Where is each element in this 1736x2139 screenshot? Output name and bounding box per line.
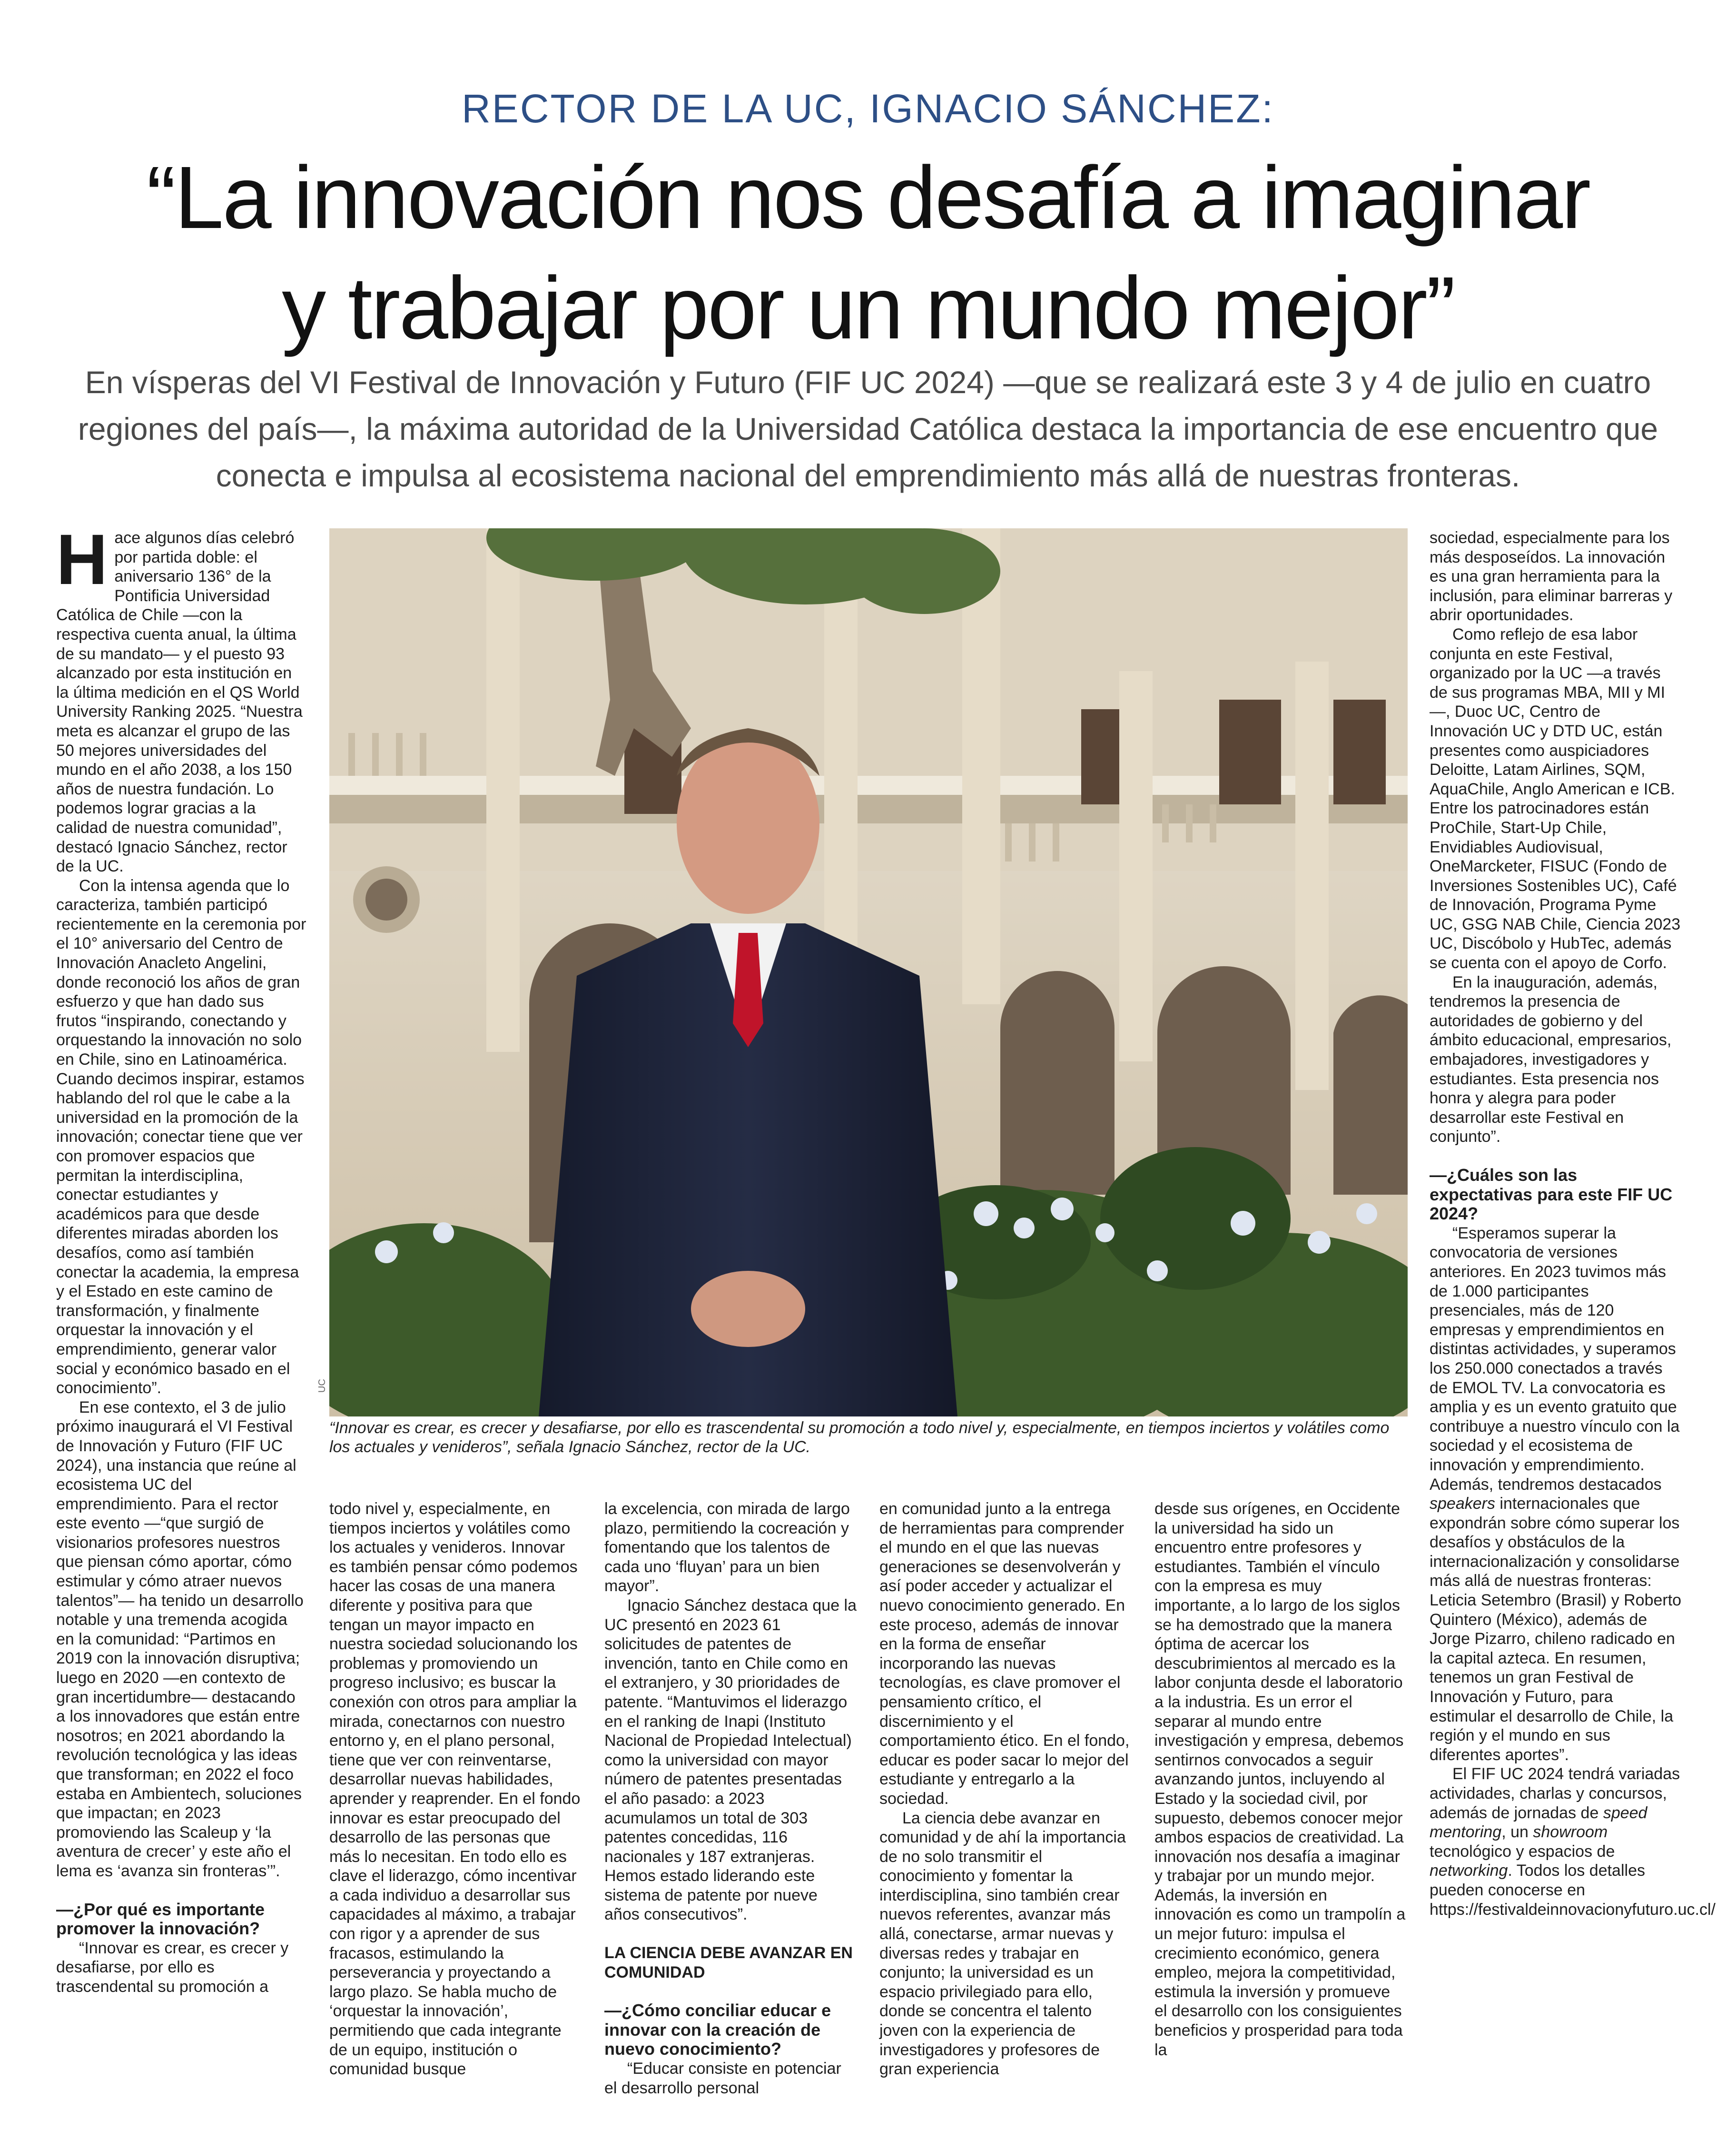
paragraph: La ciencia debe avanzar en comunidad y de ahí la importancia de no solo transmitir el conocimiento y fomentar la interdisciplina, sino también crear nuevos referentes, avanzar más allá, conectarse, armar nuevas y diversas redes y trabajar en conjunto; la universidad es un espacio privilegiado para ello, donde se concentra el talento joven con la experiencia de investigadores y profesores de gran experiencia (879, 1809, 1126, 2079)
column-1 (56, 519, 308, 1997)
paragraph: “Esperamos superar la convocatoria de versiones anteriores. En 2023 tuvimos más de 1.000 participantes presenciales, más de 120 empresas y emprendimientos en distintas actividades, y superamos los 250.000 conectados a través de EMOL TV. La convocatoria es amplia y es un evento gratuito que contribuye a nuestro vínculo con la sociedad y el ecosistema de innovación y emprendimiento. Además, tendremos destacados speakers internacionales que expondrán sobre cómo superar los desafíos y obstáculos de la internacionalización y consolidarse más allá de nuestras fronteras: Leticia Setembro (Brasil) y Roberto Quintero (México), además de Jorge Pizarro, chileno radicado en la capital azteca. En resumen, tenemos un gran Festival de Innovación y Futuro, para estimular el desarrollo de Chile, la región y el mundo en sus diferentes aportes”. (1430, 1224, 1682, 1764)
lead-line-1: En vísperas del VI Festival de Innovación y Futuro (FIF UC 2024) —que se realizará este 3 y 4 de julio en cuatro (85, 365, 1651, 400)
headline-line-1: “La innovación nos desafía a imaginar (146, 149, 1590, 247)
paragraph: Hace algunos días celebró por partida doble: el aniversario 136° de la Pontificia Universidad Católica de Chile —con la respectiva cuenta anual, la última de su mandato— y el puesto 93 alcanzado por esta institución en la última medición en el QS World University Ranking 2025. “Nuestra meta es alcanzar el grupo de las 50 mejores universidades del mundo en el año 2038, a los 150 años de nuestra fundación. Lo podemos lograr gracias a la calidad de nuestra comunidad”, destacó Ignacio Sánchez, rector de la UC. (56, 519, 303, 876)
photo-caption: “Innovar es crear, es crecer y desafiarse, por ello es trascendental su promoción a todo nivel y, especialmente, en tiempos inciertos y volátiles como los actuales y venideros”, señala Ignacio Sánchez, rector de la UC. (329, 1419, 1390, 1456)
paragraph: “Innovar es crear, es crecer y desafiarse, por ello es trascendental su promoción a (56, 1939, 289, 1996)
drop-cap: H (56, 519, 108, 599)
column-4 (879, 1499, 1132, 2079)
column-2 (329, 1499, 582, 2079)
interview-question: —¿Cuáles son las expectativas para este FIF UC 2024? (1430, 1165, 1673, 1224)
courtyard-photo-illustration (329, 528, 1408, 1416)
paragraph: en comunidad junto a la entrega de herramientas para comprender el mundo en el que las nuevas generaciones se desenvolverán y así poder acceder y actualizar el nuevo conocimiento generado. En este proceso, además de innovar en la forma de enseñar incorporando las nuevas tecnologías, es clave promover el pensamiento crítico, el discernimiento y el comportamiento ético. En el fondo, educar es poder sacar lo mejor del estudiante y entregarlo a la sociedad. (879, 1500, 1130, 1808)
paragraph: En ese contexto, el 3 de julio próximo inaugurará el VI Festival de Innovación y Futuro (FIF UC 2024), una instancia que reúne al ecosistema UC del emprendimiento. Para el rector este evento —“que surgió de visionarios profesores nuestros que piensan cómo aportar, cómo estimular y cómo atraer nuevos talentos”— ha tenido un desarrollo notable y una tremenda acogida en la comunidad: “Partimos en 2019 con la innovación disruptiva; luego en 2020 —en contexto de gran incertidumbre— destacando a los innovadores que están entre nosotros; en 2021 abordando la revolución tecnológica y las ideas que transforman; en 2022 el foco estaba en Ambientech, soluciones que impactan; en 2023 promoviendo las Scaleup y ‘la aventura de crecer’ y este año el lema es ‘avanza sin fronteras’”. (56, 1398, 304, 1880)
paragraph: sociedad, especialmente para los más desposeídos. La innovación es una gran herramienta para la inclusión, para eliminar barreras y abrir oportunidades. (1430, 529, 1673, 624)
column-3 (604, 1499, 857, 2098)
lead-line-3: conecta e impulsa al ecosistema nacional del emprendimiento más allá de nuestras fronteras. (216, 458, 1520, 493)
paragraph: Con la intensa agenda que lo caracteriza, también participó recientemente en la ceremonia por el 10° aniversario del Centro de Innovación Anacleto Angelini, donde reconoció los años de gran esfuerzo y que han dado sus frutos “inspirando, conectando y orquestando la innovación no solo en Chile, sino en Latinoamérica. Cuando decimos inspirar, estamos hablando del rol que le cabe a la universidad en la promoción de la innovación; conectar tiene que ver con promover espacios que permitan la interdisciplina, conectar estudiantes y académicos para que desde diferentes miradas aborden los desafíos, como así también conectar la academia, la empresa y el Estado en este camino de transformación, y finalmente orquestar la innovación y el emprendimiento, generar valor social y económico basado en el conocimiento”. (56, 876, 306, 1397)
rector-portrait-photo (329, 528, 1408, 1416)
paragraph: Ignacio Sánchez destaca que la UC presentó en 2023 61 solicitudes de patentes de invención, tanto en Chile como en el extranjero, y 30 prioridades de patente. “Mantuvimos el liderazgo en el ranking de Inapi (Instituto Nacional de Propiedad Intelectual) como la universidad con mayor número de patentes presentadas el año pasado: a 2023 acumulamos un total de 303 patentes concedidas, 116 nacionales y 187 extranjeras. Hemos estado liderando este sistema de patente por nueve años consecutivos”. (604, 1596, 857, 1924)
interview-question: —¿Cómo conciliar educar e innovar con la creación de nuevo conocimiento? (604, 2000, 831, 2059)
column-5 (1154, 1499, 1407, 2060)
kicker: RECTOR DE LA UC, IGNACIO SÁNCHEZ: (462, 86, 1274, 131)
section-subheading: LA CIENCIA DEBE AVANZAR EN COMUNIDAD (604, 1944, 853, 1981)
paragraph: la excelencia, con mirada de largo plazo, permitiendo la cocreación y fomentando que los talentos de cada uno ‘fluyan’ para un bien mayor”. (604, 1500, 850, 1595)
photo-credit: UC (317, 1379, 327, 1393)
paragraph: Como reflejo de esa labor conjunta en este Festival, organizado por la UC —a través de sus programas MBA, MII y MI—, Duoc UC, Centro de Innovación UC y DTD UC, están presentes como auspiciadores Deloitte, Latam Airlines, SQM, AquaChile, Anglo American e ICB. Entre los patrocinadores están ProChile, Start-Up Chile, Envidiables Audiovisual, OneMarcketer, FISUC (Fondo de Inversiones Sostenibles UC), Café de Innovación, Programa Pyme UC, GSG NAB Chile, Ciencia 2023 UC, Discóbolo y HubTec, además se cuenta con el apoyo de Corfo. (1430, 625, 1681, 972)
lead-paragraph (62, 359, 1674, 499)
paragraph: En la inauguración, además, tendremos la presencia de autoridades de gobierno y del ámbito educacional, empresarios, embajadores, investigadores y estudiantes. Esta presencia nos honra y alegra para poder desarrollar este Festival en conjunto”. (1430, 973, 1672, 1146)
interview-question: —¿Por qué es importante promover la innovación? (56, 1899, 265, 1939)
paragraph: “Educar consiste en potenciar el desarrollo personal (604, 2060, 841, 2097)
paragraph: todo nivel y, especialmente, en tiempos inciertos y volátiles como los actuales y venideros. Innovar es también pensar cómo podemos hacer las cosas de una manera diferente y positiva para que tengan un mayor impacto en nuestra sociedad solucionando los problemas y promoviendo un progreso inclusivo; es buscar la conexión con otros para ampliar la mirada, conectarnos con nuestro entorno y, en el plano personal, tiene que ver con reinventarse, desarrollar nuevas habilidades, aprender y reaprender. En el fondo innovar es estar preocupado del desarrollo de las personas que más lo necesitan. En todo ello es clave el liderazgo, cómo incentivar a cada individuo a desarrollar sus capacidades al máximo, a trabajar con rigor y a aprender de sus fracasos, estimulando la perseverancia y proyectando a largo plazo. Se habla mucho de ‘orquestar la innovación’, permitiendo que cada integrante de un equipo, institución o comunidad busque (329, 1500, 581, 2079)
column-6 (1430, 528, 1716, 1919)
headline-line-2: y trabajar por un mundo mejor” (282, 259, 1454, 357)
lead-line-2: regiones del país—, la máxima autoridad de la Universidad Católica destaca la importancia de ese encuentro que (78, 411, 1658, 446)
paragraph: desde sus orígenes, en Occidente la universidad ha sido un encuentro entre profesores y estudiantes. También el vínculo con la empresa es muy importante, a lo largo de los siglos se ha demostrado que la manera óptima de acercar los descubrimientos al mercado es la labor conjunta desde el laboratorio a la industria. Es un error el separar al mundo entre investigación y empresa, debemos sentirnos convocados a seguir avanzando juntos, incluyendo al Estado y la sociedad civil, por supuesto, debemos conocer mejor ambos espacios de creatividad. La innovación nos desafía a imaginar y trabajar por un mundo mejor. Además, la inversión en innovación es como un trampolín a un mejor futuro: impulsa el crecimiento económico, genera empleo, mejora la competitividad, estimula la inversión y promueve el desarrollo con los consiguientes beneficios y prosperidad para toda la (1154, 1500, 1406, 2059)
paragraph: El FIF UC 2024 tendrá variadas actividades, charlas y concursos, además de jornadas de speed mentoring, un showroom tecnológico y espacios de networking. Todos los detalles pueden conocerse en https://festivaldeinnovacionyfuturo.uc.cl/ (1430, 1765, 1716, 1919)
headline (95, 143, 1641, 364)
